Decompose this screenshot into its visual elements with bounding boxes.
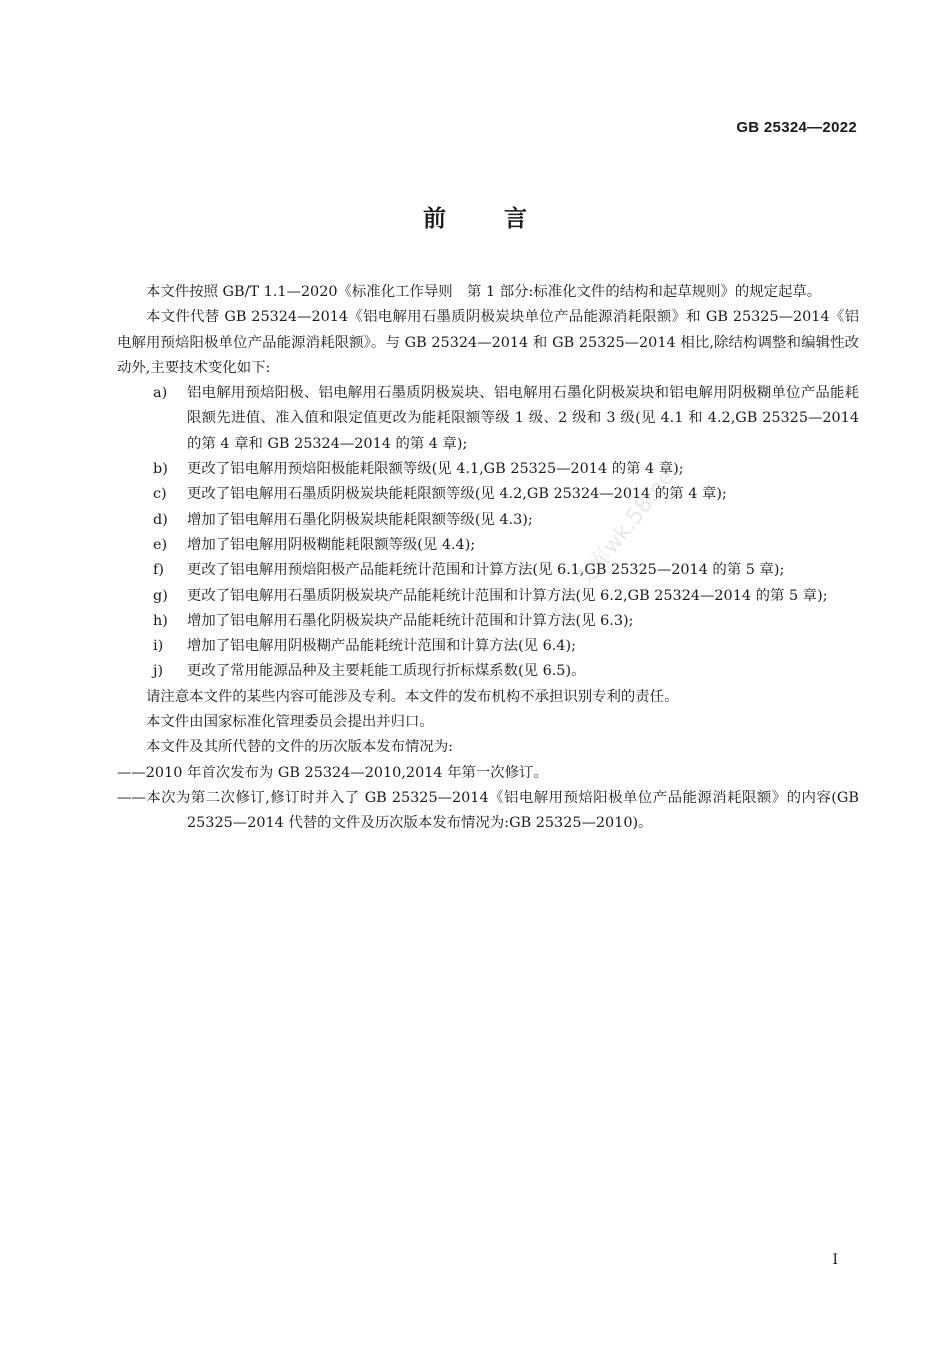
list-marker: i) xyxy=(153,638,164,655)
list-item-text: 更改了铝电解用预焙阳极能耗限额等级(见 4.1,GB 25325—2014 的第 4 章); xyxy=(187,461,684,478)
list-item xyxy=(117,381,859,457)
list-marker: d) xyxy=(153,511,168,528)
paragraph-proposer: 本文件由国家标准化管理委员会提出并归口。 xyxy=(146,714,434,731)
list-item xyxy=(117,609,859,634)
list-item-text: 增加了铝电解用石墨化阴极炭块产品能耗统计范围和计算方法(见 6.3); xyxy=(187,612,634,629)
list-marker: a) xyxy=(153,385,168,402)
list-marker: j) xyxy=(153,663,164,680)
history-item: ——2010 年首次发布为 GB 25324—2010,2014 年第一次修订。 xyxy=(117,764,548,781)
list-marker: g) xyxy=(153,587,168,604)
list-item-text: 更改了铝电解用石墨质阴极炭块能耗限额等级(见 4.2,GB 25324—2014 的第 4 章); xyxy=(187,486,727,503)
paragraph-patent-notice: 请注意本文件的某些内容可能涉及专利。本文件的发布机构不承担识别专利的责任。 xyxy=(146,688,679,705)
list-item xyxy=(117,558,859,583)
list-item-text: 铝电解用预焙阳极、铝电解用石墨质阴极炭块、铝电解用石墨化阴极炭块和铝电解用阴极糊单位产品能耗限额先进值、准入值和限定值更改为能耗限额等级 1 级、2 级和 3 级(见 4.1 和 4.2,GB 25325—2014 的第 4 章和 GB 25324—2014 的第 4 章); xyxy=(187,385,859,452)
list-marker: c) xyxy=(153,486,167,503)
list-marker: b) xyxy=(153,461,168,478)
list-marker: e) xyxy=(153,536,168,553)
list-item xyxy=(117,634,859,659)
list-item-text: 更改了铝电解用石墨质阴极炭块产品能耗统计范围和计算方法(见 6.2,GB 25324—2014 的第 5 章); xyxy=(187,587,828,604)
watermark: 五八文库wk.58.net xyxy=(543,457,685,629)
list-item xyxy=(117,482,859,507)
list-item xyxy=(117,457,859,482)
history-item: ——本次为第二次修订,修订时并入了 GB 25325—2014《铝电解用预焙阳极单位产品能源消耗限额》的内容(GB 25325—2014 代替的文件及历次版本发布情况为:GB 25325—2010)。 xyxy=(117,789,859,832)
list-item-text: 增加了铝电解用阴极糊产品能耗统计范围和计算方法(见 6.4); xyxy=(187,638,576,655)
list-item-text: 增加了铝电解用阴极糊能耗限额等级(见 4.4); xyxy=(187,536,476,553)
list-item-text: 增加了铝电解用石墨化阴极炭块能耗限额等级(见 4.3); xyxy=(187,511,533,528)
paragraph-replacement: 本文件代替 GB 25324—2014《铝电解用石墨质阴极炭块单位产品能源消耗限额》和 GB 25325—2014《铝电解用预焙阳极单位产品能源消耗限额》。与 GB 25324—2014 和 GB 25325—2014 相比,除结构调整和编辑性改动外,主要技术变化如下: xyxy=(117,309,859,376)
list-item-text: 更改了常用能源品种及主要耗能工质现行折标煤系数(见 6.5)。 xyxy=(187,663,586,680)
paragraph-history-intro: 本文件及其所代替的文件的历次版本发布情况为: xyxy=(146,739,454,756)
list-item xyxy=(117,659,859,684)
list-item xyxy=(117,584,859,609)
list-item-text: 更改了铝电解用预焙阳极产品能耗统计范围和计算方法(见 6.1,GB 25325—2014 的第 5 章); xyxy=(187,562,785,579)
list-item xyxy=(117,533,859,558)
list-marker: f) xyxy=(153,562,164,579)
list-item xyxy=(117,508,859,533)
list-marker: h) xyxy=(153,612,168,629)
paragraph-drafting-rules: 本文件按照 GB/T 1.1—2020《标准化工作导则 第 1 部分:标准化文件的结构和起草规则》的规定起草。 xyxy=(146,284,822,300)
standard-code: GB 25324—2022 xyxy=(736,119,857,136)
page-number: I xyxy=(832,1252,838,1268)
document-body xyxy=(117,280,859,837)
page-title: 前言 xyxy=(423,206,585,232)
